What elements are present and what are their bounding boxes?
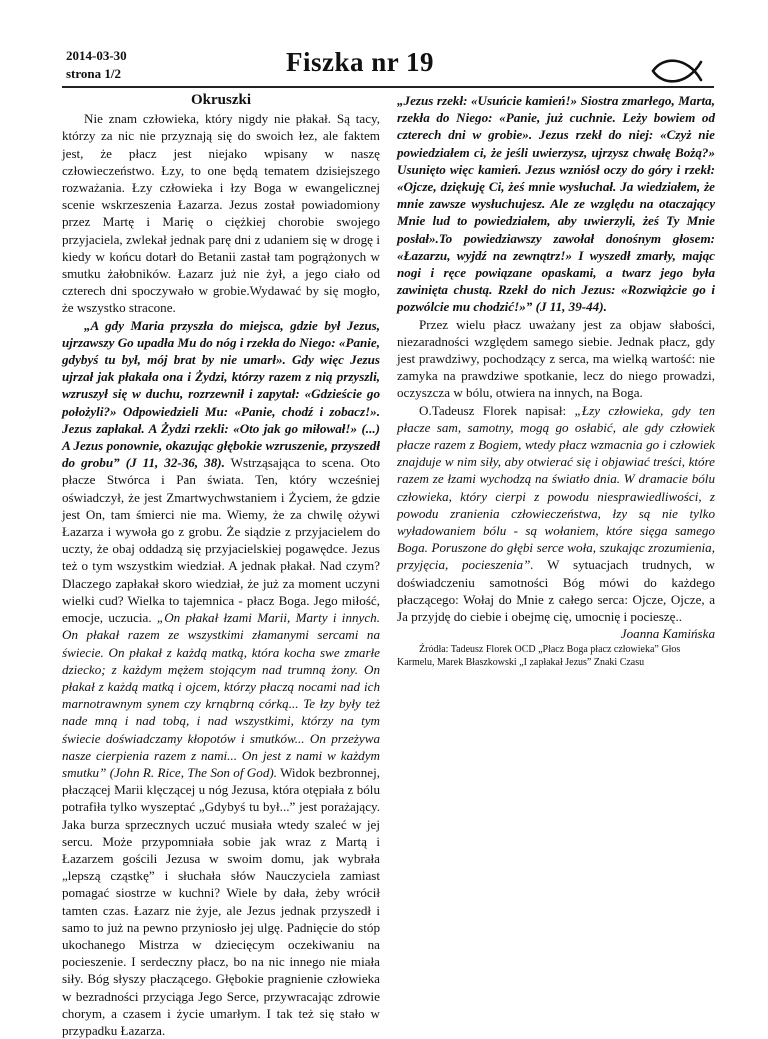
author: Joanna Kamińska	[620, 626, 715, 642]
article-title: Okruszki	[190, 92, 251, 108]
quote: „On płakał łzami Marii, Marty i innych. On płakał razem ze wszystkimi złamanymi sercami na świecie. On płakał z każdą matką, która kocha swe zmarłe dziecko; z każdym mężem stojącym nad trumną żony. On płakał z każdą matką i ojcem, którzy płaczą nocami nad ich marnotrawnym synem czy krnąbrną córką... Te łzy były też nade mną i nad tobą, i nad wszystkimi, którzy na tym świecie doświadczamy kłopotów i smutków... On przeżywa nasze cierpienia razem z nami... On jest z nami w każdym smutku” (John R. Rice, The Son of God).	[62, 610, 380, 780]
ichthys-fish-icon	[651, 58, 703, 84]
paragraph	[397, 92, 715, 316]
paragraph-text: W sytuacjach trudnych, w doświadczeniu samotności Bóg mówi do każdego płaczącego: Wołaj do Mnie z całego serca: Ojcze, Ojcze, a Ja przyjdę do ciebie i obejmę cię, umocnię i pocieszę..	[397, 557, 716, 625]
header-page: strona 1/2	[66, 66, 122, 81]
header-divider	[62, 86, 714, 88]
header-meta	[66, 47, 127, 83]
paragraph-text: O.Tadeusz Florek napisał:	[419, 402, 575, 418]
paragraph: Nie znam człowieka, który nigdy nie płakał. Są tacy, którzy za nic nie przyznają się do swoich łez, ale faktem jest, że płacz jest niejako wpisany w naszę człowieczeństwo. Łzy, to one będą tematem dzisiejszego rozważania. Łzy człowieka i łzy Boga w ewangelicznej scenie wskrzeszenia Łazarza. Jezus został powiadomiony przez Martę i Marię o ciężkiej chorobie swojego przyjaciela, zwlekał jednak parę dni z udaniem się w drogę i kiedy w końcu dotarł do Betanii zastał tam pogrążonych w smutku żałobników. Łazarz już nie żył, a jego ciało od czterech dni spoczywało w grobie.Wydawać by się mogło, że wszystko stracone.	[62, 111, 380, 316]
paragraph	[397, 402, 715, 626]
paragraph-text: Widok bezbronnej, płaczącej Marii klęczącej u nóg Jezusa, która otępiała z bólu potrafiła tylko wyszeptać „Gdybyś tu był...” jest porażający. Jaka burza sprzecznych uczuć musiała wtedy szaleć w jej sercu. Może przypomniała sobie jak wraz z Martą i Łazarzem gościli Jezusa w swoim domu, jak wybrała „lepszą cząstkę” i słuchała słów Nauczyciela zamiast pomagać siostrze w kuchni? Wiele by dała, żeby wrócił tamten czas. Łazarz nie żyje, ale Jezus jednak przyszedł i samo to już na pewno przyniosło jej ulgę. Padnięcie do stóp ukochanego Mistrza w dziecięcym oczekiwaniu na pocieszenie. I serdeczny płacz, bo na nic innego nie miała siły. Bóg słyszy płaczącego. Głębokie pragnienie człowieka w bezradności przyciąga Jego Serce, przywracając zdrowie chorym, a czasem i życie umarłym. I tak też się stało w przypadku Łazarza.	[62, 764, 380, 1038]
header-title: Fiszka nr 19	[286, 47, 435, 77]
sources: Źródła: Tadeusz Florek OCD „Płacz Boga płacz człowieka” Głos Karmelu, Marek Błaszkowski „I zapłakał Jezus” Znaki Czasu	[397, 643, 681, 668]
right-column	[397, 92, 715, 669]
quote: „Łzy człowieka, gdy ten płacze sam, samotny, mogą go osłabić, ale gdy człowiek płacze razem z Bogiem, wtedy płacz wzmacnia go i człowiek znajduje w nim siły, aby otwierać się i objawiać treści, które razem ze łzami wychodzą na światło dnia. W dramacie bólu człowieka, który cierpi z powodu niesprawiedliwości, z powodu zranienia człowieczeństwa, łzy są nie tylko wyładowaniem bólu - są wołaniem, które sięga samego Boga. Poruszone do głębi serce woła, szukając zrozumienia, przyjęcia, pocieszenia”.	[397, 402, 715, 573]
paragraph: Przez wielu płacz uważany jest za objaw słabości, niezaradności względem samego siebie. Jednak płacz, gdy jest prawdziwy, pochodzący z serca, ma wielką wartość: nie zamyka na prawdziwe spotkanie, lecz do niego prowadzi, oczyszcza w bólu, otwiera na innych, na Boga.	[397, 316, 715, 401]
paragraph-text: Wstrząsająca to scena. Oto płacze Stwórca i Pan świata. Ten, który wcześniej oświadczył, że jest Zmartwychwstaniem i Życiem, że gdzie jest On, tam śmierci nie ma. Wiemy, że za chwilę ożywi Łazarza i wywoła go z grobu. Że siądzie z przyjacielem do uczty, że obaj oddadzą się przyjacielskiej pogawędce. Jezus też o tym wszystkim wiedział. A jednak płakał. Nad czym? Dlaczego zapłakał skoro wiedział, że już za moment uczyni wielki cud? Wielka to tajemnica - płacz Boga. Jego miłość, emocje, uczucia.	[62, 455, 380, 626]
paragraph	[62, 317, 380, 1039]
left-column	[62, 92, 380, 1039]
scripture-quote: „Jezus rzekł: «Usuńcie kamień!» Siostra zmarłego, Marta, rzekła do Niego: «Panie, już cuchnie. Leży bowiem od czterech dni w grobie». Jezus rzekł do niej: «Czyż nie powiedziałem ci, że jeśli uwierzysz, ujrzysz chwałę Bożą?» Usunięto więc kamień. Jezus wzniósł oczy do góry i rzekł: «Ojcze, dziękuję Ci, żeś mnie wysłuchał. Ja wiedziałem, że mnie zawsze wysłuchujesz. Ale ze względu na otaczający Mnie lud to powiedziałem, aby uwierzyli, żeś Ty Mnie posłał».To powiedziawszy zawołał donośnym głosem: «Łazarzu, wyjdź na zewnątrz!» I wyszedł zmarły, mając nogi i ręce powiązane opaskami, a twarz jego była zawinięta chustą. Rzekł do nich Jezus: «Rozwiążcie go i pozwólcie mu chodzić!»” (J 11, 39-44).	[397, 93, 715, 315]
scripture-quote: „A gdy Maria przyszła do miejsca, gdzie był Jezus, ujrzawszy Go upadła Mu do nóg i rzekła do Niego: «Panie, gdybyś tu był, mój brat by nie umarł». Gdy więc Jezus ujrzał jak płakała ona i Żydzi, którzy razem z nią przyszli, wzruszył się w duchu, rozrzewnił i zapytał: «Gdzieście go położyli?» Odpowiedzieli Mu: «Panie, chodź i zobacz!». Jezus zapłakał. A Żydzi rzekli: «Oto jak go miłował!» (...) A Jezus ponownie, okazując głębokie wzruszenie, przyszedł do grobu” (J 11, 32-36, 38).	[62, 317, 380, 471]
header-date: 2014-03-30	[66, 48, 127, 63]
